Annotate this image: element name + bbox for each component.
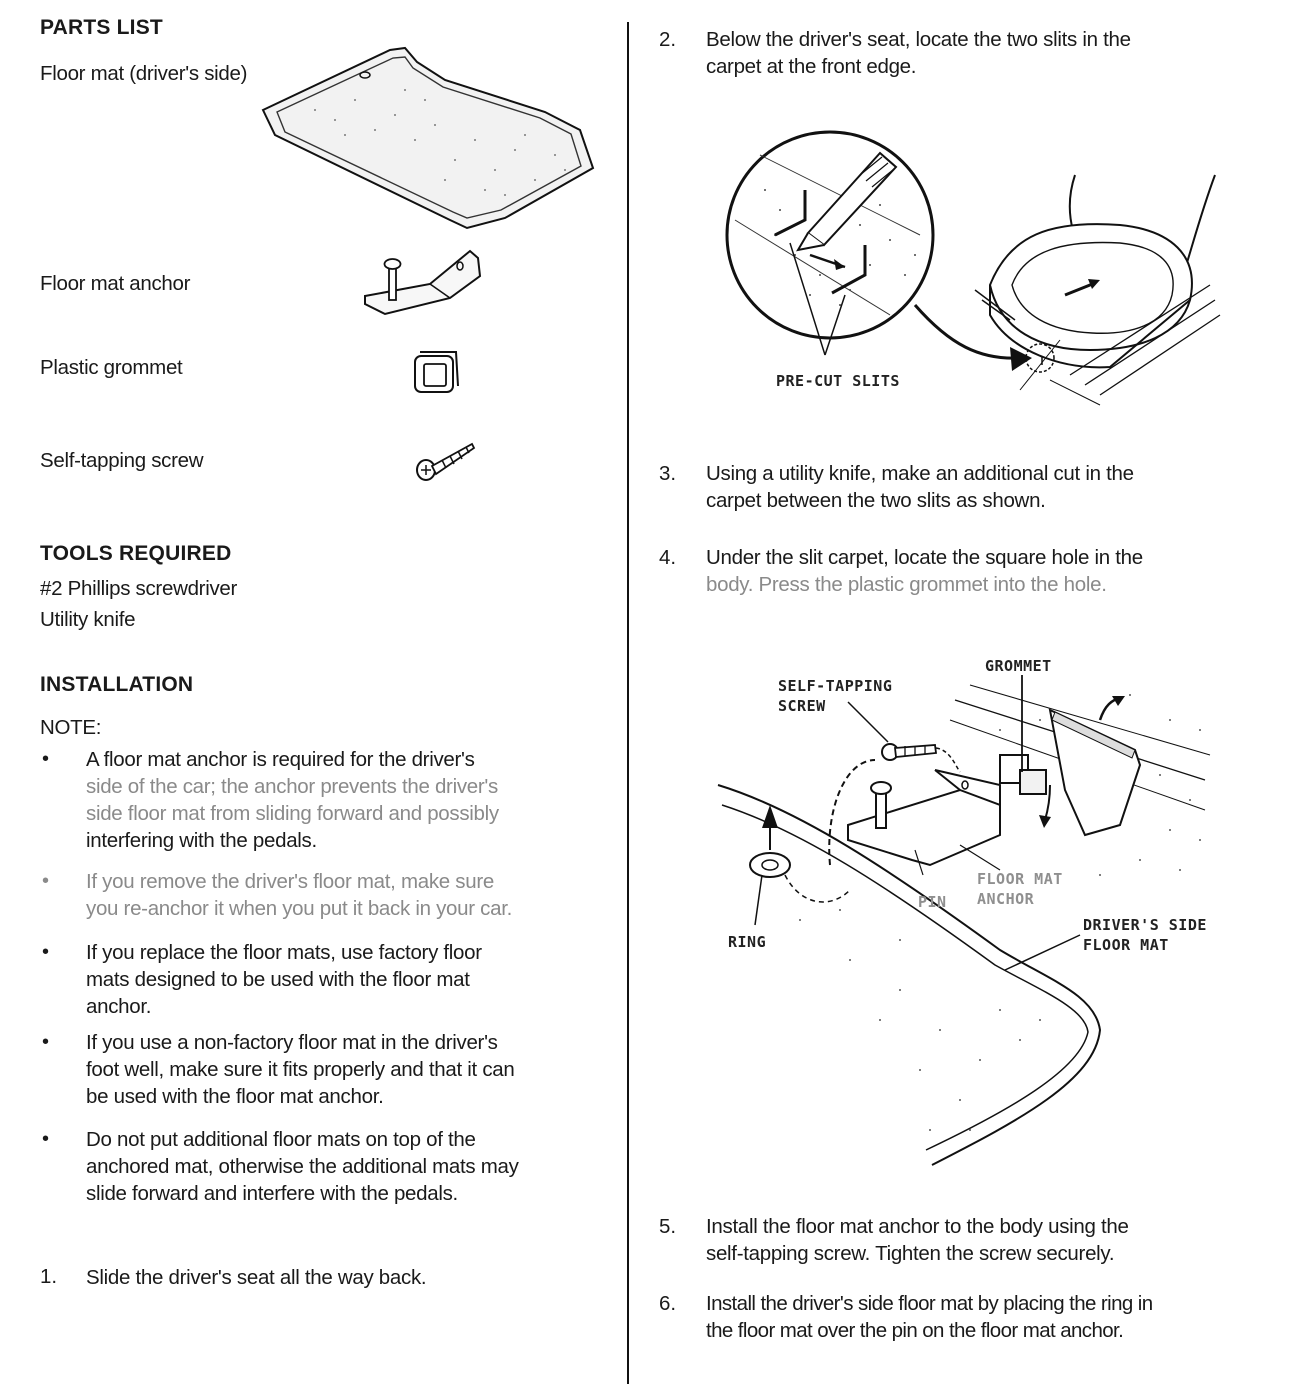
- label-floor-mat-anchor: FLOOR MAT ANCHOR: [977, 870, 1063, 908]
- note-label: NOTE:: [40, 716, 102, 739]
- part-label-floor-mat: Floor mat (driver's side): [40, 62, 248, 85]
- floor-mat-illustration: [255, 40, 605, 235]
- step-number: 5.: [659, 1215, 677, 1238]
- step-text: Slide the driver's seat all the way back.: [86, 1266, 427, 1289]
- note-bullet: •: [42, 941, 50, 963]
- tools-heading: TOOLS REQUIRED: [40, 542, 232, 565]
- note-item: If you replace the floor mats, use factory floor mats designed to be used with the floor mat anchor.: [86, 941, 482, 1018]
- grommet-illustration: [410, 348, 462, 398]
- step-text: Using a utility knife, make an additional cut in the carpet between the two slits as shown.: [706, 462, 1134, 512]
- tool-item-screwdriver: #2 Phillips screwdriver: [40, 577, 238, 600]
- step-number: 3.: [659, 462, 677, 485]
- screw-illustration: [412, 438, 482, 488]
- note-item: Do not put additional floor mats on top of the anchored mat, otherwise the additional mats may slide forward and interfere with the pedals.: [86, 1128, 519, 1205]
- part-label-grommet: Plastic grommet: [40, 356, 183, 379]
- note-item: A floor mat anchor is required for the driver's side of the car; the anchor prevents the driver's side floor mat from sliding forward and possibly interfering with the pedals.: [86, 748, 499, 852]
- label-ring: RING: [728, 933, 767, 951]
- step-number: 4.: [659, 546, 677, 569]
- note-bullet: •: [42, 1031, 50, 1053]
- step-number: 2.: [659, 28, 677, 51]
- note-item: If you use a non-factory floor mat in the driver's foot well, make sure it fits properly and that it can be used with the floor mat anchor.: [86, 1031, 515, 1108]
- label-pin: PIN: [918, 893, 947, 911]
- label-grommet: GROMMET: [985, 657, 1052, 675]
- note-bullet: •: [42, 1128, 50, 1150]
- part-label-anchor: Floor mat anchor: [40, 272, 191, 295]
- step-number: 6.: [659, 1292, 677, 1315]
- parts-list-heading: PARTS LIST: [40, 16, 163, 39]
- tool-item-knife: Utility knife: [40, 608, 136, 631]
- figure-pre-cut-slits: [720, 115, 1225, 410]
- step-text: Below the driver's seat, locate the two slits in the carpet at the front edge.: [706, 28, 1131, 78]
- step-text: Install the driver's side floor mat by placing the ring in the floor mat over the pin on the floor mat anchor.: [706, 1292, 1153, 1342]
- label-drivers-side-floor-mat: DRIVER'S SIDE FLOOR MAT: [1083, 916, 1207, 954]
- label-self-tapping-screw: SELF-TAPPING SCREW: [778, 677, 893, 715]
- step-text: Under the slit carpet, locate the square hole in the body. Press the plastic grommet into the hole.: [706, 546, 1143, 596]
- installation-heading: INSTALLATION: [40, 673, 194, 696]
- anchor-illustration: [360, 236, 485, 326]
- column-divider: [627, 22, 629, 1384]
- note-bullet: •: [42, 748, 50, 770]
- note-item: If you remove the driver's floor mat, make sure you re-anchor it when you put it back in your car.: [86, 870, 512, 920]
- step-number: 1.: [40, 1265, 58, 1288]
- note-bullet: •: [42, 870, 50, 892]
- part-label-screw: Self-tapping screw: [40, 449, 204, 472]
- step-text: Install the floor mat anchor to the body using the self-tapping screw. Tighten the screw securely.: [706, 1215, 1129, 1265]
- label-pre-cut-slits: PRE-CUT SLITS: [776, 372, 900, 390]
